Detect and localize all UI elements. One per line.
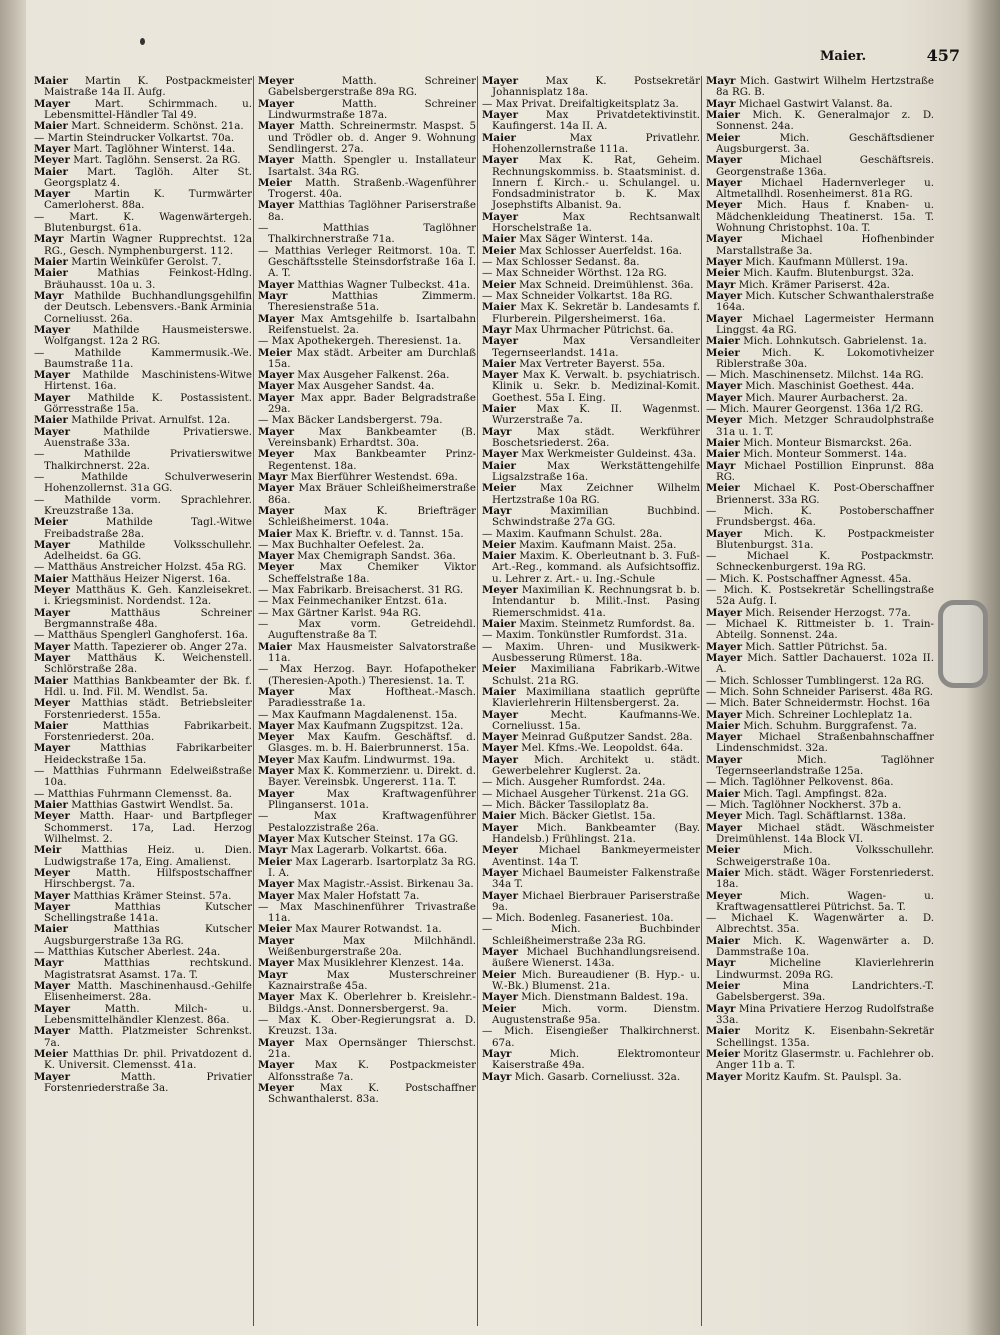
entry-columns (34, 76, 954, 1328)
directory-entry: — Michael Ausgeher Türkenst. 21a GG. (482, 787, 689, 800)
directory-entry: Mayer Max K. Postsekretär Johannisplatz 18a. (482, 76, 700, 99)
directory-entry: Mayer Max Kraftwagenführer Plinganserst. 101a. (258, 787, 476, 811)
directory-entry: Maier Max Werkstättengehilfe Ligsalzstraße 16a. (482, 459, 700, 483)
directory-entry: Mayer Max Rechtsanwalt Horschelstraße 1a. (482, 210, 700, 235)
directory-entry: Meier Mich. Bureaudiener (B. Hyp.- u. W.-Bk.) Blumenst. 21a. (482, 968, 700, 992)
directory-entry: Mayr Matthias rechtskund. Magistratsrat Asamst. 17a. T. (34, 957, 252, 981)
column-divider (253, 76, 254, 1326)
directory-entry: Mayr Martin Wagner Rupprechtst. 12a RG., Gesch. Nymphenburgerst. 112. (34, 233, 252, 257)
column-1 (34, 76, 252, 1328)
directory-entry: — Mich. Ausgeher Rumfordst. 24a. (482, 776, 666, 789)
directory-entry: Mayer Matth. Platzmeister Schrenkst. 7a. (34, 1025, 252, 1049)
directory-entry: Mayer Michael Hadernverleger u. Altmetallhdl. Rosenheimerst. 81a RG. (706, 176, 934, 201)
directory-entry: Maier Matthias Kutscher Augsburgerstraße 13a RG. (34, 923, 252, 947)
book-gutter (0, 0, 26, 1335)
running-head: Maier. (820, 49, 867, 64)
directory-entry: — Mich. Taglöhner Pelkovenst. 86a. (706, 776, 894, 789)
directory-entry: Mayer Matth. Schreinermstr. Maspst. 5 und Trödler ob. d. Anger 9. Wohnung Sendlingerst. 27a. (258, 120, 476, 155)
directory-entry: Mayer Max Opernsänger Thierschst. 21a. (258, 1036, 476, 1060)
ink-spot (140, 38, 145, 45)
directory-entry: Mayer Meinrad Gußputzer Sandst. 28a. (482, 731, 693, 744)
directory-entry: Mayer Max Musiklehrer Klenzest. 14a. (258, 957, 465, 970)
directory-entry: Mayer Max K. Kommerzienr. u. Direkt. d. Bayer. Vereinsbk. Ungererst. 11a. T. (258, 765, 476, 789)
directory-entry: Maier Max Hausmeister Salvatorstraße 11a. (258, 640, 476, 664)
directory-entry: Mayer Matth. Schreiner Lindwurmstraße 187a. (258, 97, 476, 121)
directory-entry: Mayr Max Lagerarb. Volkartst. 66a. (258, 844, 448, 857)
directory-entry: Meier Matthias Dr. phil. Privatdozent d. K. Universit. Clemensst. 41a. (34, 1047, 252, 1072)
page-number: 457 (926, 46, 960, 65)
directory-entry: Maier Mich. Tagl. Ampfingst. 82a. (706, 787, 888, 800)
directory-entry: Mayer Max Bräuer Schleißheimerstraße 86a. (258, 482, 476, 506)
directory-entry: Mayer Mich. Schreiner Lochleplatz 1a. (706, 708, 913, 721)
directory-entry: Meyer Max Bankbeamter Prinz-Regentenst. 18a. (258, 448, 476, 472)
directory-entry: — Max Apothekergeh. Theresienst. 1a. (258, 335, 462, 348)
directory-entry: Mayer Matth. Privatier Forstenriederstraße 3a. (34, 1070, 252, 1094)
directory-entry: Mayer Mecht. Kaufmanns-We. Corneliusst. 15a. (482, 708, 700, 732)
page-header (820, 46, 960, 68)
directory-entry: Mayr Mina Privatiere Herzog Rudolfstraße 33a. (706, 1002, 934, 1026)
directory-entry: Meier Maxim. Kaufmann Maist. 25a. (482, 538, 677, 551)
directory-entry: — Mich. K. Postsekretär Schellingstraße 52a Aufg. I. (706, 584, 934, 608)
directory-entry: Mayr Mich. Gastwirt Wilhelm Hertzstraße 8a RG. B. (706, 76, 934, 99)
directory-entry: — Mich. Sohn Schneider Pariserst. 48a RG. (706, 685, 933, 698)
directory-entry: Meyer Mich. Tagl. Schäftlarnst. 138a. (706, 810, 907, 823)
directory-entry: Mayr Max Uhrmacher Pütrichst. 6a. (482, 323, 674, 336)
directory-entry: — Matthäus Spenglerl Ganghoferst. 16a. (34, 629, 249, 642)
directory-entry: — Martin Steindrucker Volkartst. 70a. (34, 131, 235, 144)
directory-entry: Meier Mina Landrichters.-T. Gabelsbergerst. 39a. (706, 980, 934, 1004)
directory-entry: Mayer Max Amtsgehilfe b. Isartalbahn Reifenstuelst. 2a. (258, 312, 476, 336)
directory-entry: Mayer Matthias Krämer Steinst. 57a. (34, 889, 232, 902)
directory-entry: Mayer Mich. Kaufmann Müllerst. 19a. (706, 256, 909, 268)
directory-entry: Maier Mich. städt. Wäger Forstenriederst. 18a. (706, 866, 934, 891)
directory-entry: Mayer Max Maler Hofstatt 7a. (258, 889, 420, 902)
directory-entry: — Michael K. Wagenwärter a. D. Albrechtst. 35a. (706, 912, 934, 936)
directory-entry: — Mich. K. Postschaffner Agnesst. 45a. (706, 572, 912, 585)
directory-entry: — Max Maschinenführer Trivastraße 11a. (258, 900, 476, 925)
paper-clip (938, 600, 988, 688)
directory-entry: Meier Maximiliana Fabrikarb.-Witwe Schulst. 21a RG. (482, 663, 700, 687)
directory-entry: Maier Maxim. K. Oberleutnant b. 3. Fuß-Art.-Reg., kommand. als Aufsichtsoffiz. u. Lehrer z. Art.- u. Ing.-Schule (482, 550, 700, 585)
directory-entry: Maier Max K. Sekretär b. Landesamts f. Flurberein. Pilgersheimerst. 16a. (482, 301, 700, 325)
directory-entry: Meier Max städt. Arbeiter am Durchlaß 15a. (258, 346, 476, 370)
directory-entry: Meier Michael K. Post-Oberschaffner Briennerst. 33a RG. (706, 482, 934, 506)
directory-entry: Maier Matthias Fabrikarbeit. Forstenriederst. 20a. (34, 719, 252, 744)
directory-entry: Maier Maxim. Steinmetz Rumfordst. 8a. (482, 618, 695, 630)
directory-entry: Mayr Max städt. Werkführer Boschetsriederst. 26a. (482, 425, 700, 449)
directory-entry: Meier Max Schneid. Dreimühlenst. 36a. (482, 278, 694, 291)
directory-entry: Meyer Max Chemiker Viktor Scheffelstraße 18a. (258, 561, 476, 585)
directory-entry: — Matthäus Anstreicher Holzst. 45a RG. (34, 561, 247, 574)
directory-entry: — Max Schlosser Sedanst. 8a. (482, 256, 640, 268)
directory-entry: Mayer Mich. K. Postpackmeister Blutenburgst. 31a. (706, 527, 934, 551)
directory-entry: — Mich. Maurer Georgenst. 136a 1/2 RG. (706, 403, 924, 416)
directory-entry: Mayer Matth. Milch- u. Lebensmittelhändler Klenzest. 86a. (34, 1002, 252, 1026)
directory-entry: — Max Schneider Wörthst. 12a RG. (482, 267, 667, 280)
column-divider (701, 76, 702, 1326)
directory-entry: Mayer Matthias Taglöhner Pariserstraße 8a. (258, 199, 476, 223)
directory-entry: Maier Max Vertreter Bayerst. 55a. (482, 357, 666, 370)
directory-entry: — Mich. Maschinensetz. Milchst. 14a RG. (706, 369, 924, 382)
directory-entry: Mayer Max Ausgeher Falkenst. 26a. (258, 369, 450, 382)
directory-entry: Mayer Max Kutscher Steinst. 17a GG. (258, 832, 459, 845)
directory-entry: — Mich. Taglöhner Nockherst. 37b a. (706, 799, 902, 811)
directory-entry: Mayr Mich. Krämer Pariserst. 42a. (706, 278, 890, 291)
directory-entry: Meier Max Zeichner Wilhelm Hertzstraße 10a RG. (482, 482, 700, 506)
directory-entry: Mayer Mart. Taglöhner Winterst. 14a. (34, 142, 236, 155)
directory-entry: Mayer Max K. Oberlehrer b. Kreislehr.-Bildgs.-Anst. Donnersbergerst. 9a. (258, 991, 476, 1015)
directory-entry: — Mathilde Privatierswitwe Thalkirchnerst. 22a. (34, 448, 252, 472)
directory-entry: Mayer Mich. Maurer Aurbacherst. 2a. (706, 391, 908, 404)
directory-entry: Maier Martin Weinküfer Gerolst. 7. (34, 256, 222, 268)
directory-entry: Mayer Matthias Kutscher Schellingstraße 141a. (34, 900, 252, 925)
directory-entry: Maier Matthias Bankbeamter der Bk. f. Hdl. u. Ind. Fil. M. Wendlst. 5a. (34, 674, 252, 698)
directory-entry: Mayer Matthias Wagner Tulbeckst. 41a. (258, 278, 471, 291)
directory-entry: Mayer Max Chemigraph Sandst. 36a. (258, 550, 456, 563)
directory-entry: Mayer Mich. Maschinist Goethest. 44a. (706, 380, 915, 393)
directory-entry: Mayer Mich. Sattler Pütrichst. 5a. (706, 640, 888, 653)
directory-entry: — Max Kraftwagenführer Pestalozzistraße 26a. (258, 810, 476, 834)
directory-entry: — Max Gärtner Karlst. 94a RG. (258, 606, 422, 619)
directory-entry: Mayer Michael Straßenbahnschaffner Lindenschmidst. 32a. (706, 731, 934, 755)
directory-entry: — Michael K. Rittmeister b. 1. Train-Abteilg. Sonnenst. 24a. (706, 618, 934, 642)
directory-entry: Meyer Max Kaufm. Lindwurmst. 19a. (258, 753, 456, 766)
directory-entry: Mayer Max Versandleiter Tegernseerlandst. 141a. (482, 335, 700, 359)
directory-entry: Maier Max K. II. Wagenmst. Wurzerstraße 7a. (482, 403, 700, 427)
directory-entry: — Max Bäcker Landsbergerst. 79a. (258, 414, 443, 427)
directory-entry: Maier Moritz K. Eisenbahn-Sekretär Schellingst. 135a. (706, 1025, 934, 1049)
directory-entry: — Mathilde Schulverweserin Hohenzollernst. 31a GG. (34, 470, 252, 495)
directory-entry: Meier Mich. Kaufm. Blutenburgst. 32a. (706, 267, 915, 280)
directory-entry: Maier Mich. Bäcker Gietlst. 15a. (482, 810, 656, 823)
directory-entry: Mayer Max Kaufmann Zugspitzst. 12a. (258, 719, 464, 732)
directory-entry: Maier Mart. Schneiderm. Schönst. 21a. (34, 120, 244, 133)
directory-entry: — Mich. Schlosser Tumblingerst. 12a RG. (706, 674, 925, 687)
directory-entry: Meier Max Schlosser Auerfeldst. 16a. (482, 244, 683, 257)
directory-entry: Mayer Matthäus Schreiner Bergmannstraße 48a. (34, 606, 252, 630)
directory-entry: Maier Maximiliana staatlich geprüfte Klavierlehrerin Hiltensbergerst. 2a. (482, 685, 700, 710)
directory-entry: — Mich. Bodenleg. Fasaneriest. 10a. (482, 912, 674, 925)
directory-entry: Maier Mich. Schuhm. Burggrafenst. 7a. (706, 719, 917, 732)
directory-entry: Maier Mart. Taglöh. Alter St. Georgsplatz 4. (34, 165, 252, 189)
directory-entry: — Mich. Bäcker Tassiloplatz 8a. (482, 799, 649, 811)
directory-entry: Mayer Michael Geschäftsreis. Georgenstraße 136a. (706, 154, 934, 178)
directory-entry: Mayr Maximilian Buchbind. Schwindstraße 27a GG. (482, 504, 700, 529)
directory-entry: — Mich. Bater Schneidermstr. Hochst. 16a (706, 697, 930, 710)
directory-entry: Maier Mich. Monteur Bismarckst. 26a. (706, 437, 912, 449)
directory-entry: Meyer Matthäus K. Geh. Kanzleisekret. i. Kriegsminist. Nordendst. 12a. (34, 584, 252, 608)
directory-entry: Maier Max Privatlehr. Hohenzollernstraße 111a. (482, 131, 700, 155)
directory-entry: Mayer Max Privatdetektivinstit. Kaufingerst. 14a II. A. (482, 108, 700, 133)
directory-entry: Mayer Michael Lagermeister Hermann Linggst. 4a RG. (706, 312, 934, 336)
directory-entry: — Max Schneider Volkartst. 18a RG. (482, 289, 673, 302)
directory-entry: Meyer Max K. Postschaffner Schwanthalerst. 83a. (258, 1081, 476, 1106)
directory-entry: Mayer Max Werkmeister Guldeinst. 43a. (482, 448, 697, 461)
directory-entry: — Mathilde Kammermusik.-We. Baumstraße 11a. (34, 346, 252, 370)
directory-entry: Meyer Matth. Haar- und Bartpfleger Schommerst. 17a, Lad. Herzog Wilhelmst. 2. (34, 810, 252, 845)
column-2 (258, 76, 476, 1328)
directory-entry: Maier Mich. Monteur Sommerst. 14a. (706, 448, 907, 461)
directory-entry: Mayer Matthäus K. Weichenstell. Schlörstraße 28a. (34, 651, 252, 676)
directory-entry: Mayer Mathilde Hausmeisterswe. Wolfgangst. 12a 2 RG. (34, 323, 252, 348)
directory-entry: Mayr Michael Postillion Einprunst. 88a RG. (706, 459, 934, 483)
column-3 (482, 76, 700, 1328)
directory-entry: Meier Matth. Straßenb.-Wagenführer Trogerst. 40a. (258, 176, 476, 201)
directory-entry: Maier Mathias Feinkost-Hdlng. Bräuhausst. 10a u. 3. (34, 267, 252, 291)
directory-entry: Mayer Matth. Spengler u. Installateur Isartalst. 34a RG. (258, 154, 476, 178)
directory-entry: Mayer Martin K. Turmwärter Camerloherst. 88a. (34, 188, 252, 212)
directory-entry: Meyer Michael Bankmeyermeister Aventinst. 14a T. (482, 844, 700, 868)
directory-entry: Mayer Mich. Kutscher Schwanthalerstraße 164a. (706, 289, 934, 314)
directory-entry: Mayer Mathilde Privatierswe. Auenstraße 33a. (34, 425, 252, 449)
directory-entry: Mayer Max Bankbeamter (B. Vereinsbank) Erhardtst. 30a. (258, 425, 476, 449)
column-4 (706, 76, 934, 1328)
directory-entry: Mayr Michael Gastwirt Valanst. 8a. (706, 97, 893, 110)
directory-entry: Meier Mathilde Tagl.-Witwe Freibadstraße 28a. (34, 516, 252, 540)
directory-entry: — Mich. K. Postoberschaffner Frundsbergst. 46a. (706, 504, 934, 529)
directory-entry: — Maxim. Tonkünstler Rumfordst. 31a. (482, 629, 688, 642)
directory-entry: Mayer Mich. Taglöhner Tegernseerlandstraße 125a. (706, 753, 934, 778)
directory-entry: Maier Matthäus Heizer Nigerst. 16a. (34, 572, 231, 585)
directory-entry: Mayr Mathilde Buchhandlungsgehilfin der Deutsch. Lebensvers.-Bank Arminia Corneliusst. 26a. (34, 289, 252, 325)
directory-entry: — Matthias Fuhrmann Clemensst. 8a. (34, 787, 232, 800)
column-divider (477, 76, 478, 1326)
directory-entry: Mayer Michael Hofhenbinder Marstallstraße 3a. (706, 233, 934, 257)
directory-entry: Meier Mich. vorm. Dienstm. Augustenstraße 95a. (482, 1002, 700, 1026)
directory-entry: Mayr Max Bierführer Westendst. 69a. (258, 470, 458, 483)
directory-entry: Maier Mich. Lohnkutsch. Gabrielenst. 1a. (706, 335, 927, 348)
directory-entry: Mayr Max Musterschreiner Kaznairstraße 45a. (258, 968, 476, 992)
directory-entry: Mayer Max Ausgeher Sandst. 4a. (258, 380, 435, 393)
directory-entry: Mayer Max K. Postpackmeister Alfonsstraße 7a. (258, 1059, 476, 1083)
directory-entry: Meier Max Maurer Rotwandst. 1a. (258, 923, 442, 936)
directory-entry: Meyer Mart. Taglöhn. Senserst. 2a RG. (34, 154, 241, 167)
directory-entry: Mayer Max K. Rat, Geheim. Rechnungskommiss. b. Staatsminist. d. Innern f. Kirch.- u. Schulangel. u. Fondsadministrator b. K. Max Josephstifts Albanist. 9a. (482, 154, 700, 212)
directory-entry: Mayr Mich. Elektromonteur Kaiserstraße 49a. (482, 1047, 700, 1072)
directory-entry: Meyer Matthias städt. Betriebsleiter Forstenriederst. 155a. (34, 697, 252, 721)
directory-entry: Mayer Mich. Bankbeamter (Bay. Handelsb.) Frühlingst. 21a. (482, 821, 700, 845)
directory-entry: Mayer Max Milchhändl. Weißenburgerstraße 20a. (258, 934, 476, 959)
directory-entry: Mayer Max K. Briefträger Schleißheimerst. 104a. (258, 504, 476, 529)
directory-entry: Meyer Max Kaufm. Geschäftsf. d. Glasges. m. b. H. Baierbrunnerst. 15a. (258, 731, 476, 755)
directory-entry: — Max K. Ober-Regierungsrat a. D. Kreuzst. 13a. (258, 1013, 476, 1038)
directory-entry: Mayer Mich. Sattler Dachauerst. 102a II. A. (706, 651, 934, 676)
directory-entry: — Max Buchhalter Oefelest. 2a. (258, 538, 425, 551)
directory-entry: Mayr Micheline Klavierlehrerin Lindwurmst. 209a RG. (706, 957, 934, 981)
directory-entry: — Mathilde vorm. Sprachlehrer. Kreuzstraße 13a. (34, 493, 252, 517)
directory-entry: Mayer Mich. Reisender Herzogst. 77a. (706, 606, 911, 619)
directory-entry: Mayer Matth. Tapezierer ob. Anger 27a. (34, 640, 248, 653)
directory-entry: Mayer Mathilde Volksschullehr. Adelheidst. 6a GG. (34, 538, 252, 563)
directory-entry: Maier Mathilde Privat. Arnulfst. 12a. (34, 414, 231, 427)
directory-entry: — Max Feinmechaniker Entzst. 61a. (258, 595, 447, 608)
directory-entry: Maier Mich. K. Generalmajor z. D. Sonnenst. 24a. (706, 108, 934, 133)
directory-entry: Mayer Matthias Fabrikarbeiter Heideckstraße 15a. (34, 742, 252, 766)
directory-entry: Mayer Max K. Verwalt. b. psychiatrisch. Klinik u. Sekr. b. Medizinal-Komit. Goethest. 55a I. Eing. (482, 369, 700, 404)
directory-entry: Mayer Michael Bierbrauer Pariserstraße 9a. (482, 889, 700, 913)
directory-entry: Mayer Michael städt. Wäschmeister Dreimühlenst. 14a Block VI. (706, 821, 934, 845)
directory-entry: Maier Matthias Gastwirt Wendlst. 5a. (34, 799, 234, 811)
directory-entry: Mayer Mart. Schirmmach. u. Lebensmittel-Händler Tal 49. (34, 97, 252, 121)
directory-entry: — Max Fabrikarb. Breisacherst. 31 RG. (258, 584, 464, 597)
directory-entry: Maier Mich. K. Wagenwärter a. D. Dammstraße 10a. (706, 934, 934, 959)
directory-entry: Maier Max K. Brieftr. v. d. Tannst. 15a. (258, 527, 464, 540)
directory-entry: Mayer Matth. Maschinenhausd.-Gehilfe Elisenheimerst. 28a. (34, 980, 252, 1004)
directory-entry: Mayr Mich. Gasarb. Corneliusst. 32a. (482, 1070, 681, 1083)
directory-entry: Mayer Max Magistr.-Assist. Birkenau 3a. (258, 878, 474, 891)
directory-entry: Meir Matthias Heiz. u. Dien. Ludwigstraße 17a, Eing. Amalienst. (34, 844, 252, 868)
directory-entry: Meier Max Lagerarb. Isartorplatz 3a RG. I. A. (258, 855, 476, 879)
directory-entry: Mayer Mich. Architekt u. städt. Gewerbelehrer Kuglerst. 2a. (482, 753, 700, 778)
directory-entry: Mayer Max Hoftheat.-Masch. Paradiesstraße 1a. (258, 685, 476, 710)
directory-entry: — Max Kaufmann Magdalenenst. 15a. (258, 708, 458, 721)
directory-entry: — Maxim. Uhren- und Musikwerk-Ausbesserung Rümerst. 18a. (482, 640, 700, 664)
directory-entry: — Mich. Eisengießer Thalkirchnerst. 67a. (482, 1025, 700, 1049)
directory-entry: Mayer Michael Buchhandlungsreisend. äußere Wienerst. 143a. (482, 946, 700, 970)
directory-entry: — Matthias Fuhrmann Edelweißstraße 10a. (34, 765, 252, 789)
directory-entry: — Max Privat. Dreifaltigkeitsplatz 3a. (482, 97, 679, 110)
directory-entry: Mayr Matthias Zimmerm. Theresienstraße 51a. (258, 289, 476, 314)
directory-entry: Mayer Mathilde K. Postassistent. Görresstraße 15a. (34, 391, 252, 416)
directory-entry: Meyer Matth. Hilfspostschaffner Hirschbergst. 7a. (34, 866, 252, 891)
directory-entry: Maier Max Säger Winterst. 14a. (482, 233, 654, 246)
directory-entry: — Matthias Verleger Reitmorst. 10a. T. Geschäftsstelle Steinsdorfstraße 16a I. A. T. (258, 244, 476, 280)
directory-entry: Mayer Michael Baumeister Falkenstraße 34a T. (482, 866, 700, 891)
directory-entry: Mayer Mathilde Maschinistens-Witwe Hirtenst. 16a. (34, 369, 252, 393)
directory-entry: Meyer Matth. Schreiner Gabelsbergerstraße 89a RG. (258, 76, 476, 99)
directory-entry: Meyer Mich. Wagen- u. Kraftwagensattlerei Pütrichst. 5a. T. (706, 889, 934, 913)
directory-entry: Meyer Maximilian K. Rechnungsrat b. b. Intendantur b. Milit.-Inst. Pasing Riemerschmidst. 41a. (482, 584, 700, 619)
directory-entry: — Michael K. Postpackmstr. Schneckenburgerst. 19a RG. (706, 550, 934, 574)
directory-entry: — Mich. Buchbinder Schleißheimerstraße 23a RG. (482, 923, 700, 947)
directory-entry: Maier Martin K. Postpackmeister Maistraße 14a II. Aufg. (34, 76, 252, 99)
directory-entry: Mayer Max appr. Bader Belgradstraße 29a. (258, 391, 476, 416)
directory-entry: Meier Mich. Volksschullehr. Schweigerstraße 10a. (706, 844, 934, 868)
directory-entry: Meier Mich. K. Lokomotivheizer Riblerstraße 30a. (706, 346, 934, 370)
directory-entry: — Mart. K. Wagenwärtergeh. Blutenburgst. 61a. (34, 210, 252, 235)
directory-entry: Meier Moritz Glasermstr. u. Fachlehrer ob. Anger 11b a. T. (706, 1047, 934, 1072)
directory-entry: — Max vorm. Getreidehdl. Auguftenstraße 8a T. (258, 618, 476, 642)
directory-entry: — Maxim. Kaufmann Schulst. 28a. (482, 527, 663, 540)
directory-entry: Mayer Moritz Kaufm. St. Paulspl. 3a. (706, 1070, 902, 1083)
directory-entry: — Matthias Kutscher Aberlest. 24a. (34, 946, 221, 959)
directory-entry: — Matthias Taglöhner Thalkirchnerstraße 71a. (258, 222, 476, 246)
directory-entry: Mayer Mel. Kfms.-We. Leopoldst. 64a. (482, 742, 684, 755)
directory-entry: — Max Herzog. Bayr. Hofapotheker (Theresien-Apoth.) Theresienst. 1a. T. (258, 663, 476, 687)
directory-entry: Meier Mich. Geschäftsdiener Augsburgerst. 3a. (706, 131, 934, 155)
directory-entry: Mayer Mich. Dienstmann Baldest. 19a. (482, 991, 689, 1004)
directory-entry: Meyer Mich. Metzger Schraudolphstraße 31a u. 1. T. (706, 414, 934, 438)
directory-entry: Meyer Mich. Haus f. Knaben- u. Mädchenkleidung Theatinerst. 15a. T. Wohnung Christophst. 10a. T. (706, 199, 934, 235)
